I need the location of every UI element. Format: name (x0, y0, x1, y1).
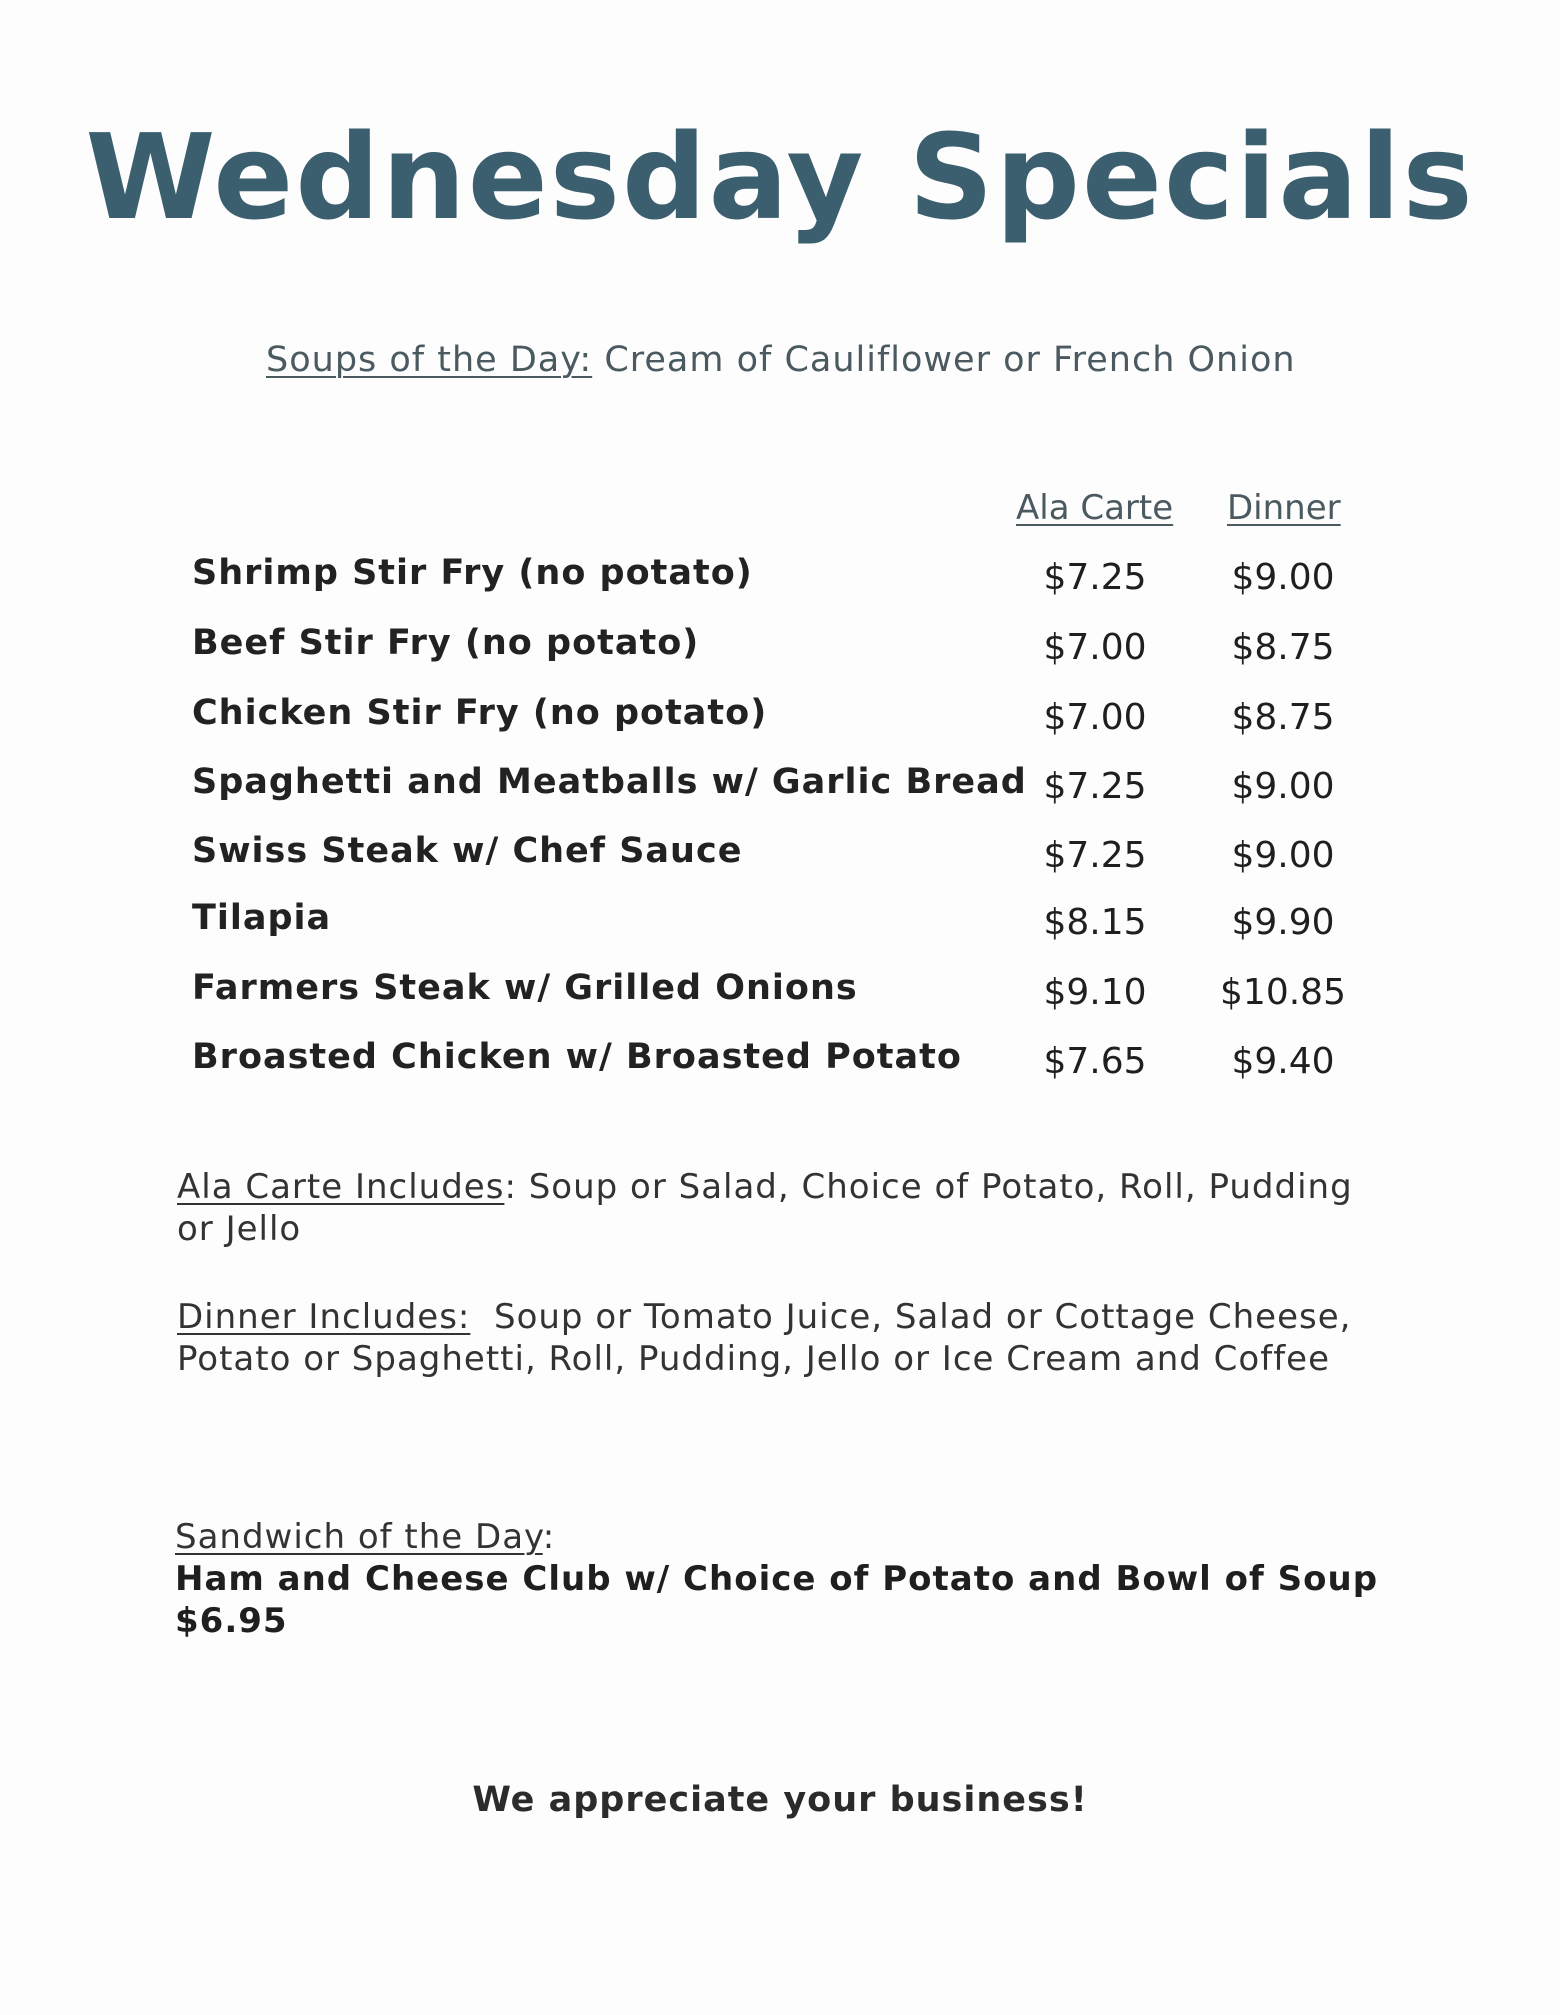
menu-row (0, 898, 1560, 958)
ala-carte-price: $9.10 (1043, 972, 1147, 1013)
dinner-includes (177, 1296, 1357, 1380)
ala-carte-price: $7.25 (1043, 835, 1147, 876)
dinner-price: $9.00 (1231, 835, 1335, 876)
menu-row (0, 693, 1560, 753)
dinner-price: $9.90 (1231, 902, 1335, 943)
dinner-price: $10.85 (1220, 972, 1346, 1013)
dinner-price: $9.40 (1231, 1041, 1335, 1082)
page-title: Wednesday Specials (85, 108, 1475, 246)
ala-carte-price: $7.65 (1043, 1041, 1147, 1082)
dinner-includes-label: Dinner Includes: (177, 1297, 471, 1337)
sandwich-price: $6.95 (175, 1601, 288, 1641)
thank-you-note: We appreciate your business! (472, 1780, 1088, 1820)
column-header-ala-carte: Ala Carte (1016, 488, 1174, 528)
ala-carte-includes: Ala Carte Includes: Soup or Salad, Choice of Potato, Roll, Pudding or Jello (177, 1167, 1353, 1249)
ala-carte-includes-text: Soup or Salad, Choice of Potato, Roll, Pudding or Jello (177, 1167, 1353, 1249)
dish-name: Shrimp Stir Fry (no potato) (192, 553, 753, 593)
ala-carte-includes-label: Ala Carte Includes (177, 1167, 505, 1207)
dish-name: Broasted Chicken w/ Broasted Potato (192, 1037, 962, 1077)
ala-carte-price: $7.00 (1043, 697, 1147, 738)
dinner-price: $9.00 (1231, 766, 1335, 807)
menu-row (0, 762, 1560, 822)
sandwich-of-the-day: Sandwich of the Day: Ham and Cheese Club w/ Choice of Potato and Bowl of Soup $6.95 (175, 1516, 1395, 1642)
menu-row (0, 553, 1560, 613)
ala-carte-price: $7.00 (1043, 627, 1147, 668)
dish-name: Spaghetti and Meatballs w/ Garlic Bread (192, 762, 1027, 802)
dish-name: Beef Stir Fry (no potato) (192, 623, 700, 663)
dish-name: Farmers Steak w/ Grilled Onions (192, 968, 858, 1008)
sandwich-label: Sandwich of the Day (175, 1517, 543, 1557)
menu-row (0, 1037, 1560, 1097)
dinner-price: $8.75 (1231, 697, 1335, 738)
ala-carte-price: $7.25 (1043, 557, 1147, 598)
menu-row (0, 968, 1560, 1028)
sandwich-item: Ham and Cheese Club w/ Choice of Potato and Bowl of Soup (175, 1559, 1379, 1599)
menu-row (0, 831, 1560, 891)
dish-name: Tilapia (192, 898, 332, 938)
dish-name: Swiss Steak w/ Chef Sauce (192, 831, 743, 871)
column-header-dinner: Dinner (1227, 488, 1341, 528)
soups-label: Soups of the Day: (266, 340, 593, 380)
dinner-price: $8.75 (1231, 627, 1335, 668)
dinner-includes-text: Soup or Tomato Juice, Salad or Cottage Cheese, Potato or Spaghetti, Roll, Pudding, Jello or Ice Cream and Coffee (177, 1297, 1352, 1379)
dish-name: Chicken Stir Fry (no potato) (192, 693, 768, 733)
ala-carte-price: $8.15 (1043, 902, 1147, 943)
soups-text: Cream of Cauliflower or French Onion (604, 340, 1296, 380)
menu-row (0, 623, 1560, 683)
ala-carte-price: $7.25 (1043, 766, 1147, 807)
dinner-price: $9.00 (1231, 557, 1335, 598)
